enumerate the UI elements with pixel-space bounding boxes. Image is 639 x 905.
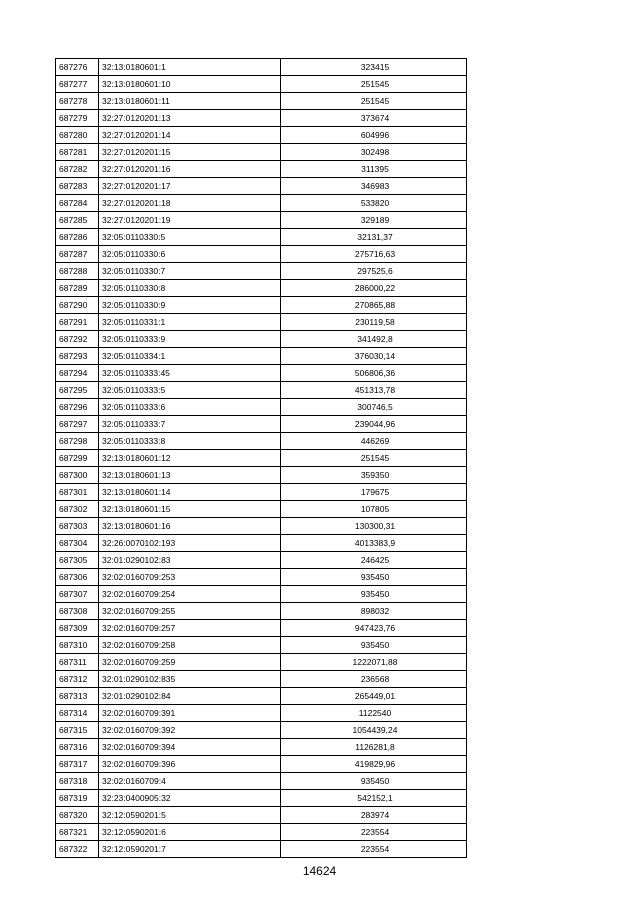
value-cell: 323415	[281, 59, 467, 76]
cadastral-number-cell: 32:02:0160709:394	[99, 739, 281, 756]
row-id-cell: 687322	[56, 841, 99, 858]
table-row	[56, 552, 467, 569]
value-cell: 898032	[281, 603, 467, 620]
table-row	[56, 484, 467, 501]
cadastral-number-cell: 32:13:0180601:15	[99, 501, 281, 518]
row-id-cell: 687314	[56, 705, 99, 722]
row-id-cell: 687299	[56, 450, 99, 467]
row-id-cell: 687285	[56, 212, 99, 229]
cadastral-number-cell: 32:05:0110334:1	[99, 348, 281, 365]
table-row	[56, 773, 467, 790]
table-row	[56, 229, 467, 246]
table-row	[56, 824, 467, 841]
table-row	[56, 93, 467, 110]
row-id-cell: 687280	[56, 127, 99, 144]
row-id-cell: 687311	[56, 654, 99, 671]
cadastral-number-cell: 32:05:0110330:5	[99, 229, 281, 246]
value-cell: 251545	[281, 450, 467, 467]
cadastral-number-cell: 32:27:0120201:15	[99, 144, 281, 161]
row-id-cell: 687304	[56, 535, 99, 552]
cadastral-number-cell: 32:12:0590201:7	[99, 841, 281, 858]
value-cell: 179675	[281, 484, 467, 501]
row-id-cell: 687309	[56, 620, 99, 637]
table-row	[56, 722, 467, 739]
cadastral-number-cell: 32:02:0160709:257	[99, 620, 281, 637]
value-cell: 223554	[281, 824, 467, 841]
row-id-cell: 687287	[56, 246, 99, 263]
value-cell: 341492,8	[281, 331, 467, 348]
table-row	[56, 535, 467, 552]
value-cell: 506806,36	[281, 365, 467, 382]
cadastral-number-cell: 32:12:0590201:6	[99, 824, 281, 841]
table-row	[56, 467, 467, 484]
cadastral-number-cell: 32:05:0110330:6	[99, 246, 281, 263]
table-row	[56, 586, 467, 603]
cadastral-number-cell: 32:05:0110330:7	[99, 263, 281, 280]
cadastral-number-cell: 32:05:0110333:5	[99, 382, 281, 399]
cadastral-number-cell: 32:13:0180601:1	[99, 59, 281, 76]
row-id-cell: 687315	[56, 722, 99, 739]
table-row	[56, 59, 467, 76]
row-id-cell: 687278	[56, 93, 99, 110]
value-cell: 270865,88	[281, 297, 467, 314]
cadastral-number-cell: 32:13:0180601:12	[99, 450, 281, 467]
value-cell: 329189	[281, 212, 467, 229]
value-cell: 265449,01	[281, 688, 467, 705]
row-id-cell: 687301	[56, 484, 99, 501]
value-cell: 604996	[281, 127, 467, 144]
row-id-cell: 687300	[56, 467, 99, 484]
value-cell: 236568	[281, 671, 467, 688]
value-cell: 130300,31	[281, 518, 467, 535]
value-cell: 230119,58	[281, 314, 467, 331]
value-cell: 246425	[281, 552, 467, 569]
value-cell: 1054439,24	[281, 722, 467, 739]
table-row	[56, 280, 467, 297]
row-id-cell: 687295	[56, 382, 99, 399]
table-row	[56, 314, 467, 331]
value-cell: 542152,1	[281, 790, 467, 807]
row-id-cell: 687319	[56, 790, 99, 807]
table-row	[56, 688, 467, 705]
value-cell: 251545	[281, 76, 467, 93]
value-cell: 446269	[281, 433, 467, 450]
table-row	[56, 263, 467, 280]
value-cell: 1222071,88	[281, 654, 467, 671]
cadastral-number-cell: 32:05:0110330:8	[99, 280, 281, 297]
value-cell: 107805	[281, 501, 467, 518]
row-id-cell: 687277	[56, 76, 99, 93]
cadastral-number-cell: 32:02:0160709:253	[99, 569, 281, 586]
row-id-cell: 687316	[56, 739, 99, 756]
table-row	[56, 450, 467, 467]
table-row	[56, 501, 467, 518]
value-cell: 346983	[281, 178, 467, 195]
value-cell: 300746,5	[281, 399, 467, 416]
value-cell: 373674	[281, 110, 467, 127]
cadastral-number-cell: 32:01:0290102:835	[99, 671, 281, 688]
table-row	[56, 178, 467, 195]
cadastral-number-cell: 32:02:0160709:4	[99, 773, 281, 790]
table-row	[56, 739, 467, 756]
table-row	[56, 399, 467, 416]
value-cell: 286000,22	[281, 280, 467, 297]
cadastral-number-cell: 32:05:0110333:6	[99, 399, 281, 416]
table-row	[56, 416, 467, 433]
table-row	[56, 110, 467, 127]
cadastral-value-table	[55, 58, 467, 858]
row-id-cell: 687307	[56, 586, 99, 603]
row-id-cell: 687302	[56, 501, 99, 518]
row-id-cell: 687321	[56, 824, 99, 841]
row-id-cell: 687306	[56, 569, 99, 586]
table-row	[56, 654, 467, 671]
table-row	[56, 841, 467, 858]
row-id-cell: 687276	[56, 59, 99, 76]
value-cell: 283974	[281, 807, 467, 824]
row-id-cell: 687292	[56, 331, 99, 348]
row-id-cell: 687288	[56, 263, 99, 280]
value-cell: 1126281,8	[281, 739, 467, 756]
row-id-cell: 687303	[56, 518, 99, 535]
cadastral-number-cell: 32:02:0160709:392	[99, 722, 281, 739]
row-id-cell: 687320	[56, 807, 99, 824]
table-row	[56, 569, 467, 586]
cadastral-number-cell: 32:13:0180601:16	[99, 518, 281, 535]
table-row	[56, 705, 467, 722]
row-id-cell: 687284	[56, 195, 99, 212]
row-id-cell: 687281	[56, 144, 99, 161]
row-id-cell: 687313	[56, 688, 99, 705]
cadastral-number-cell: 32:27:0120201:19	[99, 212, 281, 229]
value-cell: 947423,76	[281, 620, 467, 637]
value-cell: 935450	[281, 586, 467, 603]
table-row	[56, 807, 467, 824]
cadastral-number-cell: 32:27:0120201:18	[99, 195, 281, 212]
row-id-cell: 687289	[56, 280, 99, 297]
table-row	[56, 518, 467, 535]
cadastral-number-cell: 32:05:0110333:8	[99, 433, 281, 450]
row-id-cell: 687308	[56, 603, 99, 620]
cadastral-number-cell: 32:13:0180601:14	[99, 484, 281, 501]
cadastral-number-cell: 32:05:0110331:1	[99, 314, 281, 331]
table-row	[56, 790, 467, 807]
value-cell: 376030,14	[281, 348, 467, 365]
table-row	[56, 348, 467, 365]
table-row	[56, 246, 467, 263]
row-id-cell: 687294	[56, 365, 99, 382]
table-row	[56, 144, 467, 161]
row-id-cell: 687282	[56, 161, 99, 178]
value-cell: 935450	[281, 773, 467, 790]
row-id-cell: 687290	[56, 297, 99, 314]
cadastral-number-cell: 32:12:0590201:5	[99, 807, 281, 824]
row-id-cell: 687317	[56, 756, 99, 773]
cadastral-number-cell: 32:05:0110333:9	[99, 331, 281, 348]
value-cell: 251545	[281, 93, 467, 110]
table-row	[56, 365, 467, 382]
row-id-cell: 687318	[56, 773, 99, 790]
cadastral-number-cell: 32:05:0110330:9	[99, 297, 281, 314]
row-id-cell: 687297	[56, 416, 99, 433]
value-cell: 935450	[281, 569, 467, 586]
row-id-cell: 687279	[56, 110, 99, 127]
value-cell: 533820	[281, 195, 467, 212]
value-cell: 451313,78	[281, 382, 467, 399]
value-cell: 297525,6	[281, 263, 467, 280]
cadastral-number-cell: 32:02:0160709:258	[99, 637, 281, 654]
value-cell: 359350	[281, 467, 467, 484]
table-row	[56, 671, 467, 688]
cadastral-number-cell: 32:02:0160709:255	[99, 603, 281, 620]
value-cell: 935450	[281, 637, 467, 654]
cadastral-number-cell: 32:27:0120201:16	[99, 161, 281, 178]
table-row	[56, 382, 467, 399]
cadastral-number-cell: 32:26:0070102:193	[99, 535, 281, 552]
table-row	[56, 297, 467, 314]
table-row	[56, 127, 467, 144]
cadastral-number-cell: 32:02:0160709:254	[99, 586, 281, 603]
table-row	[56, 620, 467, 637]
row-id-cell: 687312	[56, 671, 99, 688]
value-cell: 1122540	[281, 705, 467, 722]
cadastral-number-cell: 32:05:0110333:7	[99, 416, 281, 433]
value-cell: 302498	[281, 144, 467, 161]
value-cell: 419829,96	[281, 756, 467, 773]
table-body	[56, 59, 467, 858]
row-id-cell: 687310	[56, 637, 99, 654]
cadastral-number-cell: 32:02:0160709:259	[99, 654, 281, 671]
table-row	[56, 433, 467, 450]
cadastral-number-cell: 32:05:0110333:45	[99, 365, 281, 382]
row-id-cell: 687296	[56, 399, 99, 416]
value-cell: 311395	[281, 161, 467, 178]
row-id-cell: 687293	[56, 348, 99, 365]
value-cell: 239044,96	[281, 416, 467, 433]
value-cell: 275716,63	[281, 246, 467, 263]
table-row	[56, 76, 467, 93]
value-cell: 4013383,9	[281, 535, 467, 552]
table-row	[56, 603, 467, 620]
table-row	[56, 161, 467, 178]
row-id-cell: 687298	[56, 433, 99, 450]
cadastral-number-cell: 32:13:0180601:13	[99, 467, 281, 484]
cadastral-number-cell: 32:27:0120201:13	[99, 110, 281, 127]
table-row	[56, 195, 467, 212]
cadastral-number-cell: 32:01:0290102:84	[99, 688, 281, 705]
value-cell: 32131,37	[281, 229, 467, 246]
cadastral-number-cell: 32:27:0120201:14	[99, 127, 281, 144]
table-row	[56, 756, 467, 773]
row-id-cell: 687283	[56, 178, 99, 195]
cadastral-number-cell: 32:02:0160709:391	[99, 705, 281, 722]
row-id-cell: 687291	[56, 314, 99, 331]
cadastral-number-cell: 32:27:0120201:17	[99, 178, 281, 195]
table-row	[56, 637, 467, 654]
page-number: 14624	[302, 864, 337, 878]
table-row	[56, 212, 467, 229]
value-cell: 223554	[281, 841, 467, 858]
row-id-cell: 687305	[56, 552, 99, 569]
cadastral-number-cell: 32:13:0180601:10	[99, 76, 281, 93]
cadastral-number-cell: 32:01:0290102:83	[99, 552, 281, 569]
cadastral-number-cell: 32:23:0400905:32	[99, 790, 281, 807]
cadastral-number-cell: 32:13:0180601:11	[99, 93, 281, 110]
table-row	[56, 331, 467, 348]
cadastral-number-cell: 32:02:0160709:396	[99, 756, 281, 773]
row-id-cell: 687286	[56, 229, 99, 246]
